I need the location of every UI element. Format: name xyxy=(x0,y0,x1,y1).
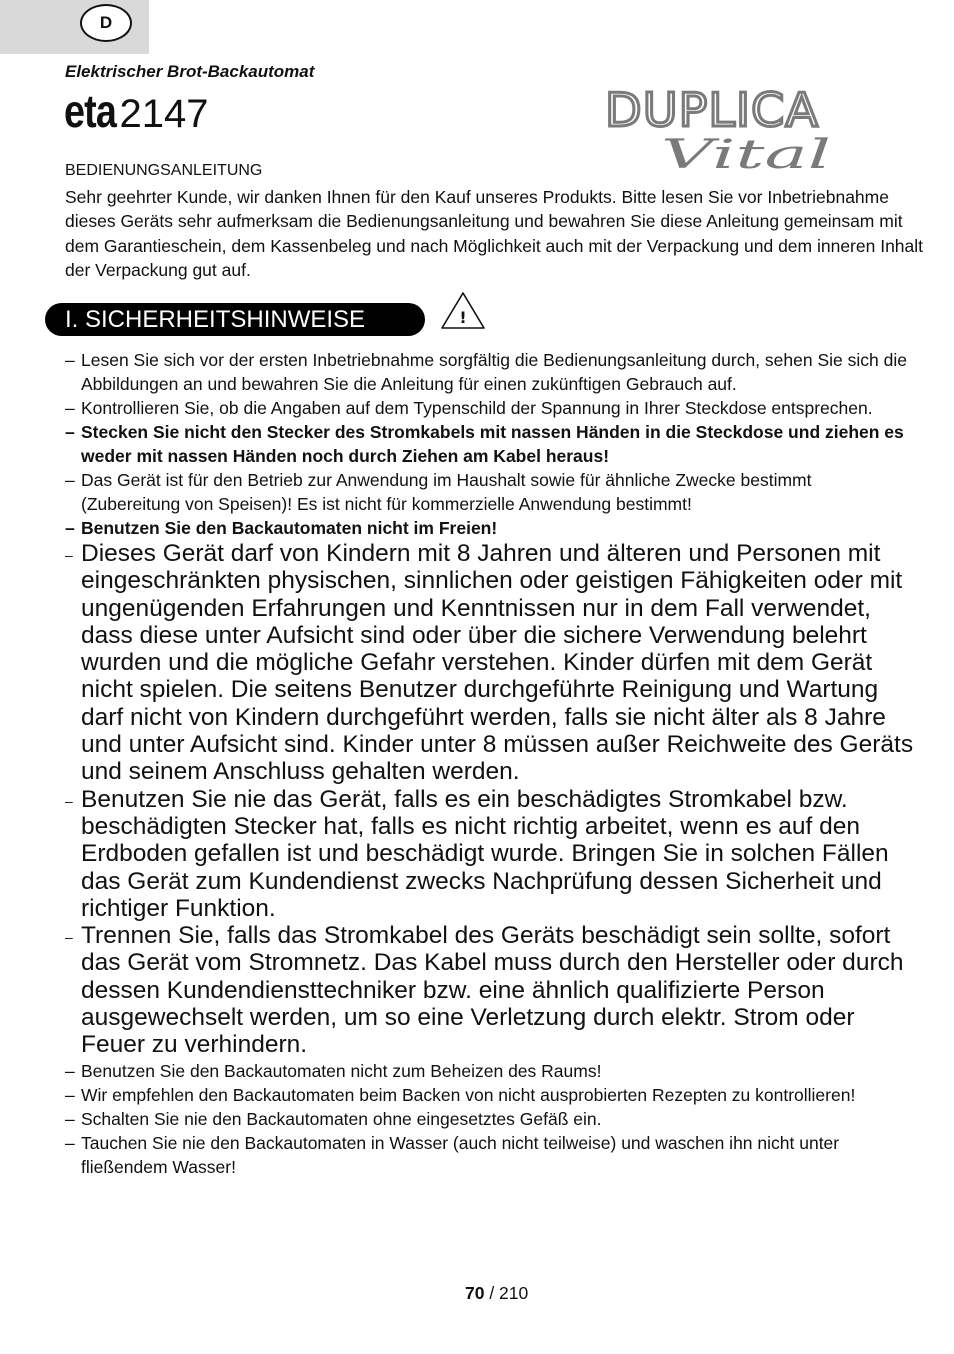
bullet-dash: – xyxy=(65,398,75,418)
language-tab xyxy=(0,0,149,54)
svg-text:!: ! xyxy=(459,308,467,327)
item-text: Benutzen Sie den Backautomaten nicht zum Beheizen des Raums! xyxy=(81,1060,602,1081)
bullet-dash: – xyxy=(65,518,75,538)
model-title xyxy=(64,85,209,137)
bullet-dash: – xyxy=(65,1084,75,1105)
item-text: Tauchen Sie nie den Backautomaten in Wasser (auch nicht teilweise) und waschen ihn nicht unter fließendem Wasser! xyxy=(81,1132,840,1177)
list-item xyxy=(65,1131,915,1179)
warning-triangle-icon xyxy=(440,290,486,330)
safety-list xyxy=(65,348,915,1179)
list-item xyxy=(65,516,915,540)
list-item xyxy=(65,786,915,922)
bullet-dash: – xyxy=(65,929,73,946)
bullet-dash: – xyxy=(65,1060,75,1081)
list-item xyxy=(65,1107,915,1131)
list-item xyxy=(65,420,915,468)
logo-text-bottom: Vital xyxy=(661,132,831,178)
item-text: Benutzen Sie den Backautomaten nicht im Freien! xyxy=(81,518,498,538)
bullet-dash: – xyxy=(65,547,73,563)
item-text: Kontrollieren Sie, ob die Angaben auf dem Typenschild der Spannung in Ihrer Steckdose entsprechen. xyxy=(81,398,873,418)
brand-name: eta xyxy=(64,85,117,137)
list-item xyxy=(65,468,915,516)
list-item xyxy=(65,540,915,786)
section-heading: I. SICHERHEITSHINWEISE xyxy=(45,303,425,336)
item-text: Schalten Sie nie den Backautomaten ohne eingesetztes Gefäß ein. xyxy=(81,1108,602,1129)
bullet-dash: – xyxy=(65,470,75,490)
bullet-dash: – xyxy=(65,1132,75,1153)
page-total: / 210 xyxy=(484,1283,529,1303)
item-text: Benutzen Sie nie das Gerät, falls es ein beschädigtes Stromkabel bzw. beschädigten Stecker hat, falls es nicht richtig arbeitet, wenn es auf den Erdboden gefallen ist und beschädigt wurde. Bringen Sie in solchen Fällen das Gerät zum Kundendienst zwecks Nachprüfung dessen Sicherheit und richtiger Funktion. xyxy=(81,785,889,922)
duplica-vital-logo xyxy=(603,80,843,180)
item-text: Lesen Sie sich vor der ersten Inbetriebnahme sorgfältig die Bedienungsanleitung durch, sehen Sie sich die Abbildungen an und bewahren Sie die Anleitung für einen zukünftigen Gebrauch auf. xyxy=(81,350,907,394)
product-title: Elektrischer Brot-Backautomat xyxy=(65,62,315,81)
list-item xyxy=(65,922,915,1058)
bullet-dash: – xyxy=(65,350,75,370)
logo-text-top: DUPLICA xyxy=(605,83,819,137)
item-text: Das Gerät ist für den Betrieb zur Anwendung im Haushalt sowie für ähnliche Zwecke bestimmt (Zubereitung von Speisen)! Es ist nicht für kommerzielle Anwendung bestimmt! xyxy=(81,470,812,514)
item-text: Dieses Gerät darf von Kindern mit 8 Jahren und älteren und Personen mit eingeschränkten physischen, sinnlichen oder geistigen Fähigkeiten oder mit ungenügenden Erfahrungen und Kenntnissen nur in dem Fall verwendet, dass diese unter Aufsicht sind oder über die sichere Verwendung belehrt wurden und die mögliche Gefahr verstehen. Kinder dürfen mit dem Gerät nicht spielen. Die seitens Benutzer durchgeführte Reinigung und Wartung darf nicht von Kindern durchgeführt werden, falls sie nicht älter als 8 Jahre und unter Aufsicht sind. Kinder unter 8 müssen außer Reichweite des Geräts und seinem Anschluss gehalten werden. xyxy=(81,540,914,786)
manual-heading: BEDIENUNGSANLEITUNG xyxy=(65,162,263,179)
list-item xyxy=(65,348,915,396)
bullet-dash: – xyxy=(65,792,73,809)
list-item xyxy=(65,1083,915,1107)
item-text: Stecken Sie nicht den Stecker des Stromkabels mit nassen Händen in die Steckdose und ziehen es weder mit nassen Händen noch durch Ziehen am Kabel heraus! xyxy=(81,422,904,466)
intro-paragraph: Sehr geehrter Kunde, wir danken Ihnen für den Kauf unseres Produkts. Bitte lesen Sie vor Inbetriebnahme dieses Geräts sehr aufmerksam die Bedienungsanleitung und bewahren Sie diese Anleitung gemeinsam mit dem Garantieschein, dem Kassenbeleg und nach Möglichkeit auch mit der Verpackung und dem inneren Inhalt der Verpackung gut auf. xyxy=(65,187,924,280)
language-badge: D xyxy=(80,4,132,42)
page-current: 70 xyxy=(465,1283,485,1303)
bullet-dash: – xyxy=(65,422,75,442)
list-item xyxy=(65,1059,915,1083)
item-text: Wir empfehlen den Backautomaten beim Backen von nicht ausprobierten Rezepten zu kontrollieren! xyxy=(81,1084,856,1105)
bullet-dash: – xyxy=(65,1108,75,1129)
model-number: 2147 xyxy=(119,92,209,136)
list-item xyxy=(65,396,915,420)
item-text: Trennen Sie, falls das Stromkabel des Geräts beschädigt sein sollte, sofort das Gerät vom Stromnetz. Das Kabel muss durch den Hersteller oder durch dessen Kundendiensttechniker bzw. eine ähnlich qualifizierte Person ausgewechselt werden, um so eine Verletzung durch elektr. Strom oder Feuer zu verhindern. xyxy=(81,922,904,1059)
page-number xyxy=(465,1283,528,1304)
